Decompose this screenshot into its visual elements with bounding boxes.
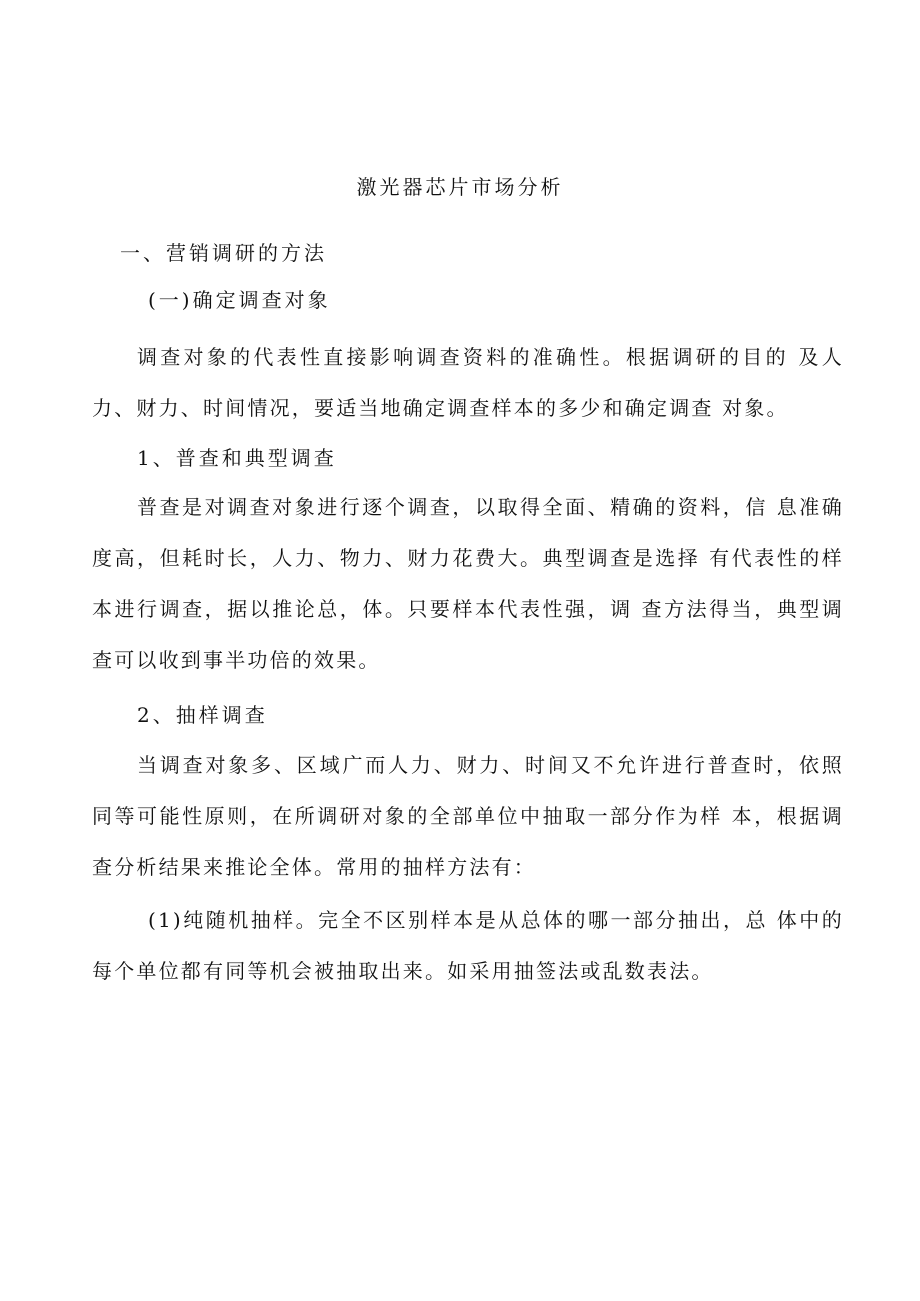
section-heading-marketing-research-methods: 一、营销调研的方法 — [120, 241, 327, 265]
paragraph-simple-random-sampling: (1)纯随机抽样。完全不区别样本是从总体的哪一部分抽出，总 体中的每个单位都有同等机会被抽取出来。如采用抽签法或乱数表法。 — [92, 908, 844, 983]
item-heading-sampling-survey: 2、抽样调查 — [137, 703, 268, 727]
subsection-heading-determine-subjects: (一)确定调查对象 — [148, 288, 331, 312]
item-heading-census-typical-survey: 1、普查和典型调查 — [137, 446, 337, 470]
document-title: 激光器芯片市场分析 — [356, 175, 564, 199]
paragraph-census-typical-survey: 普查是对调查对象进行逐个调查，以取得全面、精确的资料，信 息准确度高，但耗时长，人力、物力、财力花费大。典型调查是选择 有代表性的样本进行调查，据以推论总，体。只要样本代表性强，调 查方法得当，典型调查可以收到事半功倍的效果。 — [92, 495, 844, 672]
paragraph-sampling-survey: 当调查对象多、区域广而人力、财力、时间又不允许进行普查时，依照同等可能性原则，在所调研对象的全部单位中抽取一部分作为样 本，根据调查分析结果来推论全体。常用的抽样方法有： — [92, 753, 844, 879]
paragraph-subject-representativeness: 调查对象的代表性直接影响调查资料的准确性。根据调研的目的 及人力、财力、时间情况，要适当地确定调查样本的多少和确定调查 对象。 — [92, 345, 844, 420]
